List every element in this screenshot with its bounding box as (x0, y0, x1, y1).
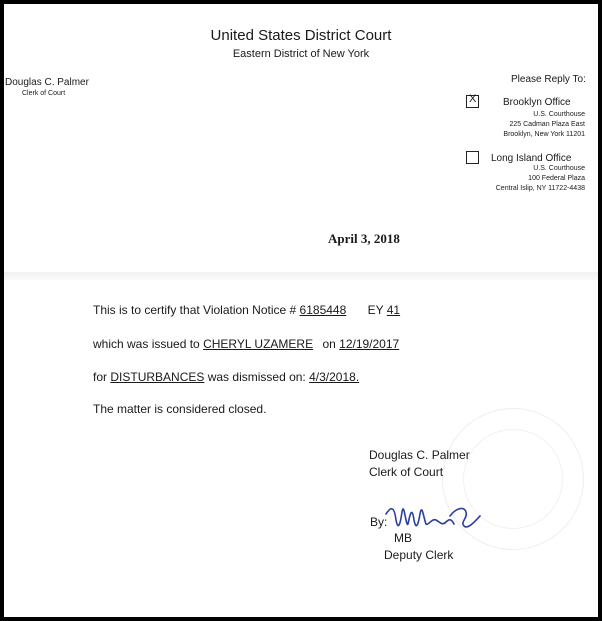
long-island-address-line: U.S. Courthouse (533, 165, 585, 172)
brooklyn-address-line: U.S. Courthouse (533, 111, 585, 118)
reply-to-label: Please Reply To: (511, 74, 586, 85)
ey-number: 41 (386, 303, 401, 317)
defendant-name: CHERYL UZAMERE (203, 337, 314, 351)
for-label: for (93, 370, 108, 384)
paper-fold (4, 272, 598, 280)
brooklyn-address-line: Brooklyn, New York 11201 (503, 131, 585, 138)
issued-to-text: which was issued to (93, 337, 200, 351)
issued-date: 12/19/2017 (339, 337, 400, 351)
violation-notice-number: 6185448 (299, 303, 347, 317)
long-island-address-line: 100 Federal Plaza (528, 175, 585, 182)
district-name: Eastern District of New York (232, 48, 370, 60)
certify-text: This is to certify that Violation Notice # (93, 303, 297, 317)
signer-name: Douglas C. Palmer (369, 448, 470, 462)
letterhead-clerk-title: Clerk of Court (22, 90, 66, 97)
long-island-address-line: Central Islip, NY 11722-4438 (495, 185, 585, 192)
letterhead-clerk-name: Douglas C. Palmer (5, 77, 89, 88)
deputy-title: Deputy Clerk (384, 548, 454, 562)
deputy-initials: MB (394, 531, 412, 545)
offense: DISTURBANCES (110, 370, 205, 384)
long-island-office-name: Long Island Office (491, 153, 572, 164)
signature-stroke (386, 509, 480, 527)
certify-line (93, 303, 400, 317)
on-label: on (322, 337, 336, 351)
brooklyn-office-name: Brooklyn Office (503, 97, 571, 108)
by-label: By: (370, 515, 388, 529)
brooklyn-office-checkbox (466, 95, 479, 108)
dismissed-date: 4/3/2018. (309, 370, 360, 384)
closing-statement: The matter is considered closed. (93, 402, 267, 416)
dismissal-line (93, 370, 359, 384)
dismissed-label: was dismissed on: (207, 370, 306, 384)
brooklyn-address-line: 225 Cadman Plaza East (509, 121, 585, 128)
court-title: United States District Court (210, 27, 392, 44)
letter-date: April 3, 2018 (328, 231, 400, 246)
issued-to-line (93, 337, 399, 351)
ey-label: EY (367, 303, 384, 317)
signer-title: Clerk of Court (369, 465, 444, 479)
checkbox-mark: X (469, 93, 477, 105)
certificate-document (4, 4, 598, 617)
long-island-office-checkbox (466, 151, 479, 164)
